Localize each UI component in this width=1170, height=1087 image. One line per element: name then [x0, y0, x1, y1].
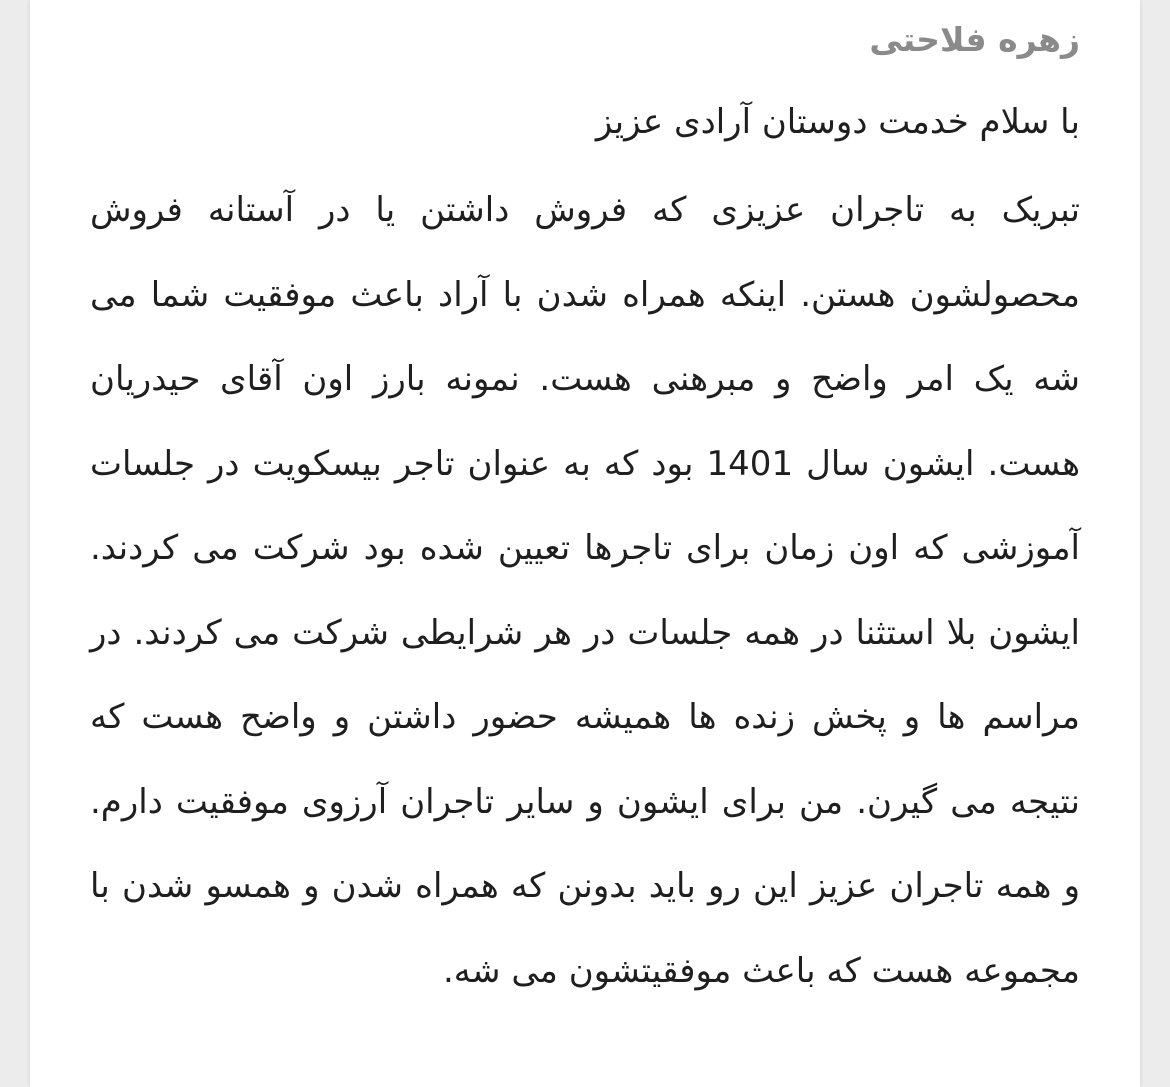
comment-card — [30, 0, 1140, 1087]
comment-author: زهره فلاحتی — [869, 20, 1080, 59]
comment-greeting: با سلام خدمت دوستان آرادی عزیز — [595, 102, 1080, 142]
comment-body: تبریک به تاجران عزیزی که فروش داشتن یا در آستانه فروش محصولشون هستن. اینکه همراه شدن با آراد باعث موفقیت شما می شه یک امر واضح و مبرهنی هست. نمونه بارز اون آقای حیدریان هست. ایشون سال 1401 بود که به عنوان تاجر بیسکویت در جلسات آموزشی که اون زمان برای تاجرها تعیین شده بود شرکت می کردند. ایشون بلا استثنا در همه جلسات در هر شرایطی شرکت می کردند. در مراسم ها و پخش زنده ها همیشه حضور داشتن و واضح هست که نتیجه می گیرن. من برای ایشون و سایر تاجران آرزوی موفقیت دارم. و همه تاجران عزیز این رو باید بدونن که همراه شدن و همسو شدن با مجموعه هست که باعث موفقیتشون می شه. — [90, 190, 1080, 991]
